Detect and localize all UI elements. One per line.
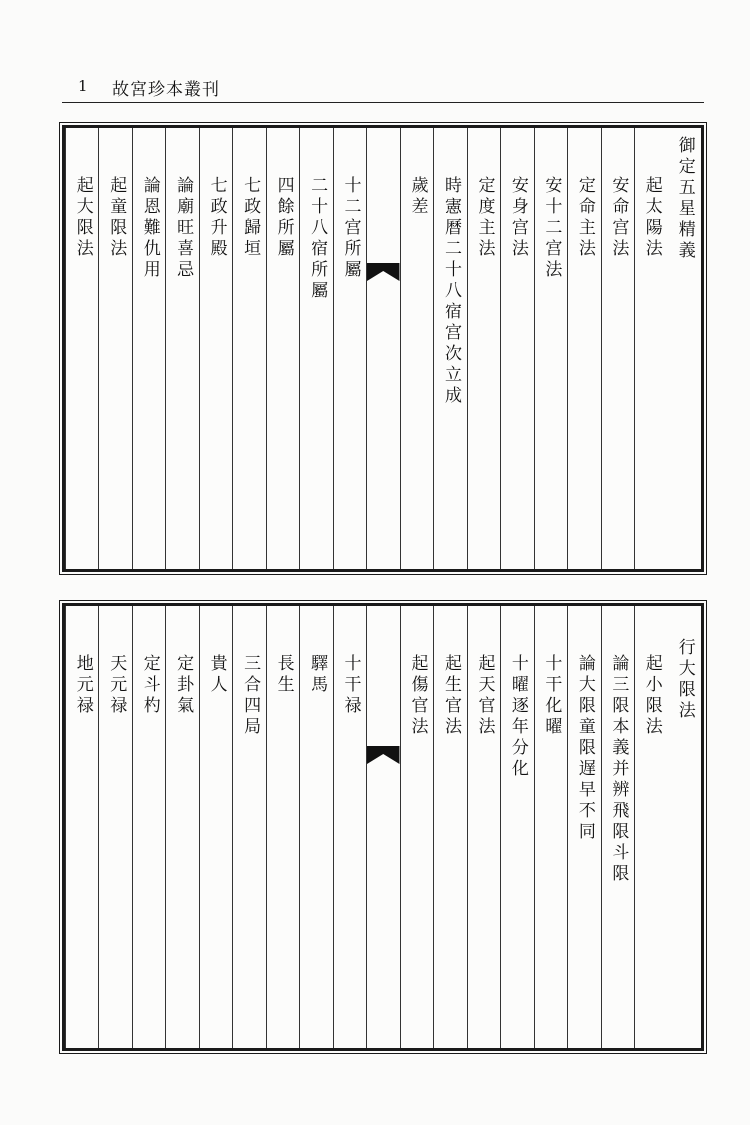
toc-column [299, 606, 332, 1048]
toc-entry: 定卦氣 [173, 654, 194, 717]
book-title: 御定五星精義 [674, 136, 695, 262]
toc-column [333, 606, 366, 1048]
toc-column [601, 606, 634, 1048]
table-of-contents-block-upper [62, 125, 704, 572]
toc-column [668, 606, 701, 1048]
toc-entry: 論大限童限遅早不同 [574, 654, 595, 843]
toc-entry: 安命宫法 [608, 176, 629, 260]
toc-entry: 起童限法 [106, 176, 127, 260]
toc-entry: 定斗杓 [139, 654, 160, 717]
toc-column [266, 606, 299, 1048]
toc-column [400, 128, 433, 569]
toc-entry: 二十八宿所屬 [307, 176, 328, 302]
toc-entry: 十二宫所屬 [340, 176, 361, 281]
toc-column [567, 606, 600, 1048]
toc-entry: 論廟旺喜忌 [173, 176, 194, 281]
toc-entry: 起生官法 [440, 654, 461, 738]
toc-column [500, 606, 533, 1048]
running-header [62, 72, 704, 103]
toc-entry: 時憲曆二十八宿宫次立成 [440, 176, 461, 407]
toc-entry: 地元禄 [72, 654, 93, 717]
toc-column [232, 128, 265, 569]
toc-column [433, 128, 466, 569]
series-title: 故宮珍本叢刊 [112, 80, 220, 100]
toc-column [65, 128, 98, 569]
toc-entry: 起大限法 [72, 176, 93, 260]
toc-column [232, 606, 265, 1048]
toc-column [567, 128, 600, 569]
toc-column [668, 128, 701, 569]
toc-entry: 十曜逐年分化 [507, 654, 528, 780]
toc-entry: 安身宫法 [507, 176, 528, 260]
toc-column [500, 128, 533, 569]
toc-entry: 天元禄 [106, 654, 127, 717]
toc-column [98, 128, 131, 569]
toc-entry: 論三限本義并辨飛限斗限 [608, 654, 629, 885]
toc-entry: 七政歸垣 [240, 176, 261, 260]
toc-entry: 論恩難仇用 [139, 176, 160, 281]
toc-column [98, 606, 131, 1048]
toc-entry: 三合四局 [240, 654, 261, 738]
toc-column [467, 606, 500, 1048]
center-fold-column [366, 606, 399, 1048]
toc-column [433, 606, 466, 1048]
page-number: 1 [78, 77, 88, 95]
toc-column [534, 128, 567, 569]
toc-entry: 歲差 [407, 176, 428, 218]
toc-entry: 貴人 [206, 654, 227, 696]
toc-column [400, 606, 433, 1048]
toc-column [634, 606, 667, 1048]
toc-entry: 十干禄 [340, 654, 361, 717]
center-fold-column [366, 128, 399, 569]
toc-entry: 起太陽法 [641, 176, 662, 260]
toc-column [199, 606, 232, 1048]
toc-column [333, 128, 366, 569]
toc-column [299, 128, 332, 569]
fishtail-mark-icon [367, 746, 399, 764]
toc-entry: 七政升殿 [206, 176, 227, 260]
toc-entry: 定度主法 [474, 176, 495, 260]
toc-entry: 定命主法 [574, 176, 595, 260]
toc-entry: 起傷官法 [407, 654, 428, 738]
toc-column [132, 606, 165, 1048]
toc-entry: 長生 [273, 654, 294, 696]
toc-entry: 起天官法 [474, 654, 495, 738]
toc-column [601, 128, 634, 569]
toc-entry: 驛馬 [307, 654, 328, 696]
table-of-contents-block-lower [62, 603, 704, 1051]
fishtail-mark-icon [367, 263, 399, 281]
toc-column [266, 128, 299, 569]
toc-column [534, 606, 567, 1048]
toc-entry: 起小限法 [641, 654, 662, 738]
toc-column [132, 128, 165, 569]
toc-column [65, 606, 98, 1048]
toc-column [467, 128, 500, 569]
toc-entry: 行大限法 [674, 638, 695, 722]
toc-column [165, 128, 198, 569]
toc-column [199, 128, 232, 569]
toc-entry: 十干化曜 [541, 654, 562, 738]
toc-column [634, 128, 667, 569]
toc-entry: 安十二宫法 [541, 176, 562, 281]
toc-entry: 四餘所屬 [273, 176, 294, 260]
toc-column [165, 606, 198, 1048]
